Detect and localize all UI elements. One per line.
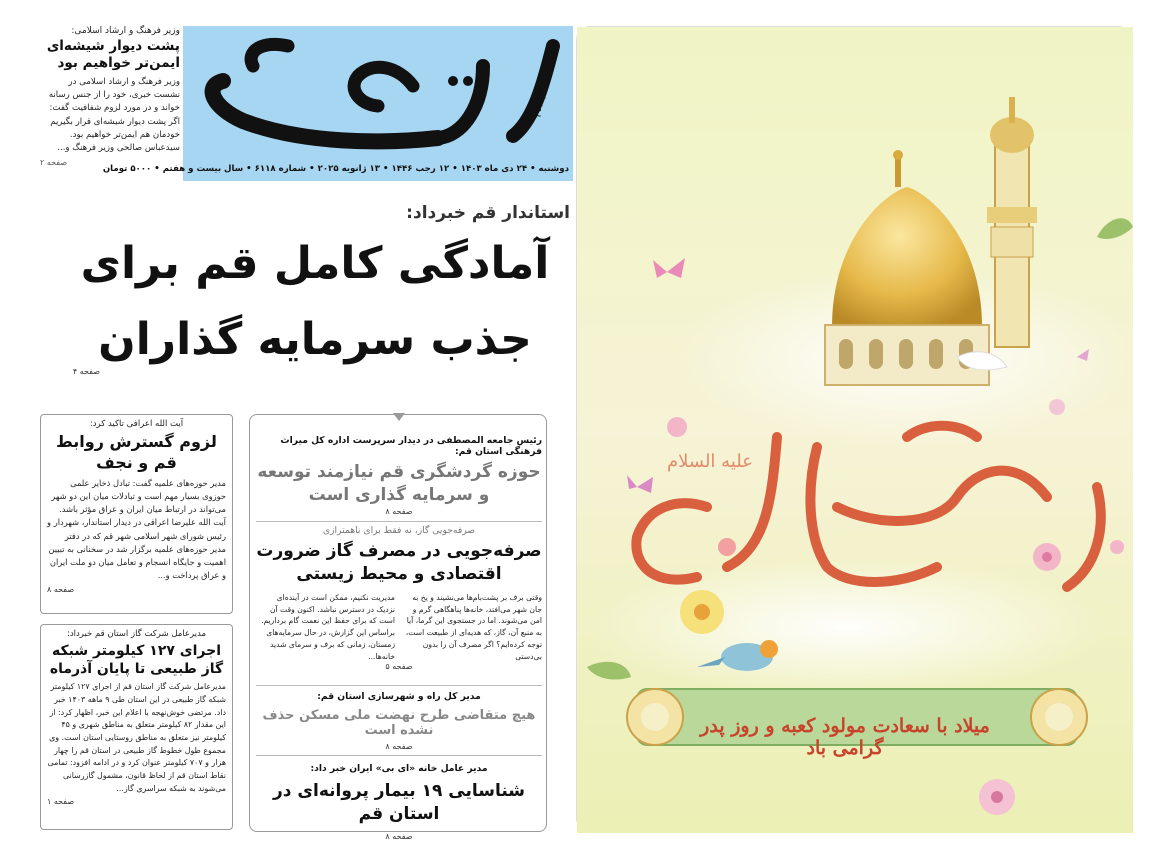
left-card-1-kicker: آیت الله اعرافی تاکید کرد: — [89, 419, 184, 429]
center-story-2-body-left: مدیریت نکنیم، ممکن است در آینده‌ای نزدیک در دسترس نباشد. اکنون وقت آن است که برای حفظ این نعمت گام برداریم. براساس این گزارش، در حال سرمایه‌های زمستان، زمانی که برف و سرمای شدید خانه‌ها... — [261, 592, 395, 661]
logo-small-label: روزنامه — [535, 86, 546, 118]
center-column — [249, 414, 547, 841]
masthead-info-line: دوشنبه • ۲۴ دی ماه ۱۴۰۳ • ۱۲ رجب ۱۴۴۶ • ۱۳ ژانویه ۲۰۲۵ • شماره ۶۱۱۸ • سال بیست و هفتم • ۵۰۰۰ تومان — [102, 164, 569, 174]
center-separator-2 — [256, 685, 542, 686]
main-kicker: استاندار قم خبرداد: — [406, 203, 570, 223]
main-headline-line2[interactable]: جذب سرمایه گذاران — [98, 314, 532, 365]
left-card-2-headline[interactable]: اجرای ۱۲۷ کیلومتر شبکه گاز طبیعی تا پایان آذرماه — [49, 643, 224, 678]
center-story-1-pageref[interactable]: صفحه ۸ — [385, 506, 413, 516]
left-card-1-headline[interactable]: لزوم گسترش روابط قم و نجف — [56, 432, 217, 472]
center-story-3-headline[interactable]: هیچ متقاضی طرح نهضت ملی مسکن حذف نشده است — [262, 708, 536, 738]
center-story-2-body — [256, 592, 542, 663]
top-brief-kicker: وزیر فرهنگ و ارشاد اسلامی: — [71, 26, 180, 36]
poster-artwork — [577, 27, 1133, 833]
center-story-1-kicker: رئیس جامعه المصطفی در دیدار سرپرست اداره کل میراث فرهنگی استان قم: — [280, 435, 542, 457]
center-story-1-headline[interactable]: حوزه گردشگری قم نیازمند توسعه و سرمایه گذاری است — [257, 462, 541, 505]
center-story-4[interactable] — [250, 763, 548, 841]
left-card-1-body: مدیر حوزه‌های علمیه گفت: تبادل ذخایر علمی حوزوی بسیار مهم است و تبادلات میان این دو شهر می‌تواند در ارتباط میان ایران و عراق مؤثر باشد. آیت الله علیرضا اعرافی در دیدار استاندار، شهردار و رئیس شورای شهر اسلامی شهر قم که در دفتر مدیر حوزه‌های علمیه برگزار شد در سخنانی به تبیین اهمیت و جایگاه انسجام و تعامل میان دو ملت ایران و عراق پرداخت و... — [47, 477, 226, 581]
center-story-3-pageref[interactable]: صفحه ۸ — [385, 742, 413, 751]
left-card-2-pageref[interactable]: صفحه ۱ — [47, 797, 75, 807]
left-card-2[interactable] — [40, 624, 233, 830]
left-card-1-pageref[interactable]: صفحه ۸ — [47, 584, 75, 594]
center-story-2[interactable] — [250, 525, 548, 671]
center-story-2-headline[interactable]: صرفه‌جویی در مصرف گاز ضرورت اقتصادی و محیط زیستی — [256, 541, 542, 584]
left-card-2-kicker: مدیرعامل شرکت گاز استان قم خبرداد: — [66, 629, 207, 639]
center-column-tab — [393, 413, 405, 421]
center-separator-3 — [256, 755, 542, 756]
center-story-3[interactable] — [250, 691, 548, 751]
center-separator-1 — [256, 521, 542, 522]
center-story-2-kicker: صرفه‌جویی گاز، نه فقط برای ناهمترازی — [322, 525, 476, 536]
top-brief-pageref[interactable]: صفحه ۲ — [40, 157, 68, 167]
center-story-2-pageref[interactable]: صفحه ۵ — [385, 662, 413, 672]
top-brief[interactable] — [40, 26, 180, 181]
svg-text:علیه السلام: علیه السلام — [667, 451, 753, 472]
center-story-3-kicker: مدیر کل راه و شهرسازی استان قم: — [317, 691, 481, 702]
main-pageref[interactable]: صفحه ۴ — [72, 367, 100, 376]
center-story-4-headline[interactable]: شناسایی ۱۹ بیمار پروانه‌ای در استان قم — [272, 781, 526, 824]
center-story-4-pageref[interactable]: صفحه ۸ — [385, 831, 413, 841]
poster-banner-text: میلاد با سعادت مولود کعبه و روز پدر گرامی باد — [700, 715, 990, 759]
newspaper-logo — [183, 26, 573, 161]
center-story-1[interactable] — [250, 435, 548, 516]
celebration-poster — [576, 26, 1132, 832]
top-brief-body: وزیر فرهنگ و ارشاد اسلامی در نشست خبری، خود را از جنس رسانه خواند و در مورد لزوم شفافیت گفت: اگر پشت دیوار شیشه‌ای قرار بگیریم خودمان هم ایمن‌تر خواهیم بود. سیدعباس صالحی وزیر فرهنگ و... — [48, 76, 180, 154]
center-story-2-body-right: وقتی برف بر پشت‌بام‌ها می‌نشیند و یخ به جان شهر می‌افتد، خانه‌ها پناهگاهی گرم و امن می‌شوند. اما در جستجوی این گرما، آیا به منبع آن، گاز، که هدیه‌ای از طبیعت است، توجه کرده‌ایم؟ اگر مصرف آن را بدون بی‌دستی — [405, 592, 542, 661]
center-story-4-kicker: مدیر عامل خانه «ای بی» ایران خبر داد: — [310, 763, 488, 774]
left-card-2-body: مدیرعامل شرکت گاز استان قم از اجرای ۱۲۷ کیلومتر شبکه گاز طبیعی در این استان طی ۹ ماهه ۱۴۰۳ خبر داد. مرتضی خوش‌نهجه با اعلام این خبر، اظهار کرد: از این مقدار ۸۲ کیلومتر متعلق به مناطق شهری و ۴۵ کیلومتر نیز متعلق به مناطق روستایی استان است. وی مجموع طول خطوط گاز طبیعی در استان قم را چهار هزار و ۷۰۷ کیلومتر عنوان کرد و در ادامه افزود: تمامی نقاط استان قم از لحاظ قانون، مشمول گازرسانی می‌شوند به شبکه سراسری گاز... — [47, 682, 226, 793]
main-headline-line1[interactable]: آمادگی کامل قم برای — [80, 238, 550, 289]
left-card-1[interactable] — [40, 414, 233, 614]
top-brief-headline[interactable]: پشت دیوار شیشه‌ای ایمن‌تر خواهیم بود — [46, 38, 180, 71]
